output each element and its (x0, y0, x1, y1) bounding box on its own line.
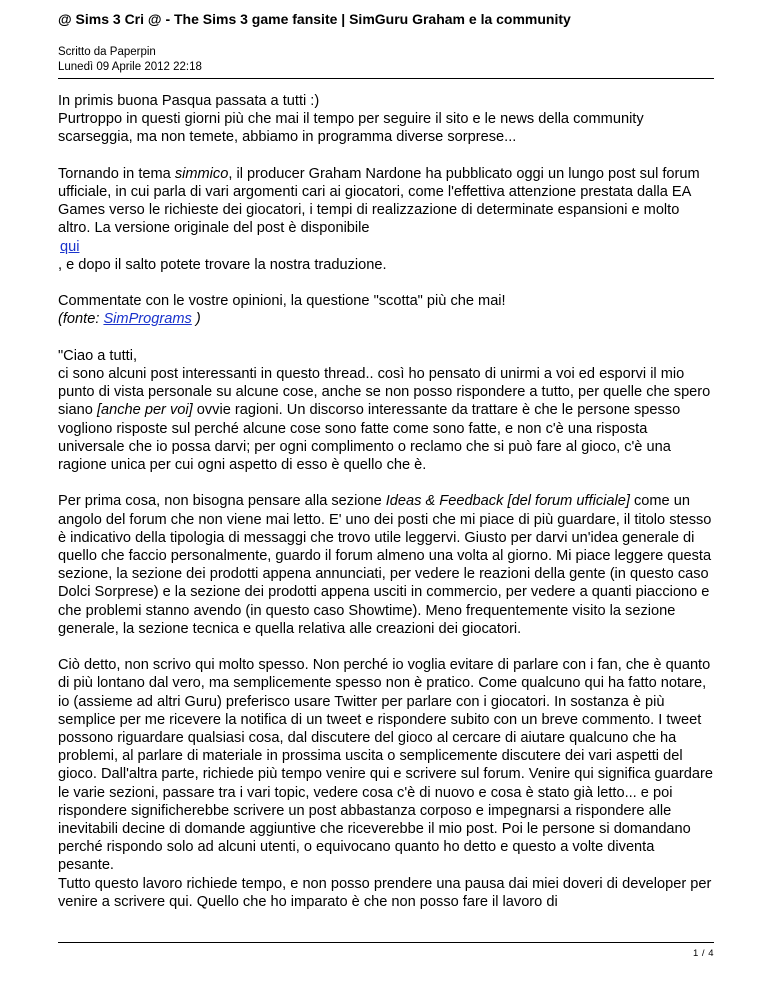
page-number: 1 / 4 (693, 948, 714, 959)
paragraph-feedback-section (58, 492, 714, 638)
article-date: Lunedì 09 Aprile 2012 22:18 (58, 61, 202, 73)
context-text-end: , e dopo il salto potete trovare la nostra traduzione. (58, 256, 387, 273)
quote-text-start: "Ciao a tutti, ci sono alcuni post interessanti in questo thread.. così ho pensato di unirmi a voi ed esporvi il mio punto di vista personale su alcune cose, anche se non posso rispondere a tutto, per quelle che spero siano (58, 347, 711, 419)
context-text: , il producer Graham Nardone ha pubblicato oggi un lungo post sul forum ufficiale, in cui parla di vari argomenti cari ai giocatori, come l'effettiva attenzione prestata dalla EA Games verso le richieste dei giocatori, i tempi di realizzazione di determinate espansioni e molto altro. La versione originale del post è disponibile (58, 165, 700, 237)
original-post-link[interactable]: qui (60, 238, 80, 255)
paragraph-context (58, 165, 714, 274)
feedback-text-start: Per prima cosa, non bisogna pensare alla sezione (58, 493, 386, 510)
quote-emphasis: [anche per voi] (96, 402, 193, 419)
source-credit (58, 311, 201, 327)
feedback-emphasis: Ideas & Feedback [del forum ufficiale] (385, 493, 630, 510)
source-close: ) (191, 311, 201, 328)
article-meta (58, 45, 714, 75)
intro-greeting: In primis buona Pasqua passata a tutti :) (58, 93, 320, 109)
paragraph-intro (58, 92, 714, 147)
paragraph-quote-start (58, 347, 714, 474)
intro-news: Purtroppo in questi giorni più che mai il tempo per seguire il sito e le news della community scarseggia, ma non temete, abbiamo in programma diverse sorprese... (58, 111, 644, 146)
page-header (58, 10, 714, 75)
source-link[interactable]: SimPrograms (103, 311, 192, 328)
article-author: Scritto da Paperpin (58, 46, 156, 58)
article-body (58, 92, 714, 911)
header-divider (58, 78, 714, 79)
paragraph-comment-call (58, 292, 714, 328)
context-text-start: Tornando in tema (58, 165, 175, 182)
footer-divider (58, 942, 714, 943)
document-title: @ Sims 3 Cri @ - The Sims 3 game fansite | SimGuru Graham e la community (58, 11, 571, 27)
source-label: (fonte: (58, 311, 104, 328)
paragraph-time: Tutto questo lavoro richiede tempo, e non posso prendere una pausa dai miei doveri di developer per venire a scrivere qui. Quello che ho imparato è che non posso fare il lavoro di (58, 875, 712, 910)
paragraph-twitter: Ciò detto, non scrivo qui molto spesso. Non perché io voglia evitare di parlare con i fan, che è quanto di più lontano dal vero, ma semplicemente spesso non è pratico. Come qualcuno qui ha fatto notare, io (assieme ad altri Guru) preferisco usare Twitter per parlare con i giocatori. In sostanza è più semplice per me ricevere la notifica di un tweet e rispondere subito con un breve commento. I tweet possono riguardare qualsiasi cosa, dal discutere del gioco al cercare di aiutare qualcuno che ha problemi, al parlare di materiale in prossima uscita o semplicemente discutere dei vari aspetti del gioco. Dall'altra parte, richiede più tempo venire qui e scrivere sul forum. Venire qui significa guardare le varie sezioni, passare tra i vari topic, vedere cosa c'è di nuovo e cosa è stato già letto... e poi rispondere significherebbe scrivere un post abbastanza corposo e impegnarsi a rispondere alle inevitabili decine di domande aggiuntive che riceverebbe il mio post. Poi le persone si domandano perché rispondo solo ad alcuni utenti, o equivocano quanto ho detto e questo a volte diventa pesante. (58, 657, 713, 874)
feedback-text-end: come un angolo del forum che non viene mai letto. E' uno dei posti che mi piace di più guardare, il titolo stesso è indicativo della tipologia di messaggi che trovo utile leggervi. Giusto per darvi un'idea generale di quello che faccio personalmente, guardo il forum almeno una volta al giorno. Mi piace leggere questa sezione, la sezione dei prodotti appena annunciati, per vedere le reazioni della gente (in questo caso Dolci Sorprese) e la sezione dei prodotti appena usciti in commercio, per vedere a quanti piacciono e che problemi stanno avendo (in questo caso Showtime). Meno frequentemente visito la sezione generale, la sezione tecnica e quella relativa alle creazioni dei giocatori. (58, 493, 712, 637)
comment-invite: Commentate con le vostre opinioni, la questione "scotta" più che mai! (58, 293, 506, 310)
quote-text-end: ovvie ragioni. Un discorso interessante da trattare è che le persone spesso vogliono risposte sul perché alcune cose sono fatte come sono fatte, e non c'è una risposta universale che io possa darvi; per ogni complimento o reclamo che si può fare al gioco, c'è una ragione unica per cui ogni aspetto di esso è quello che è. (58, 402, 681, 474)
context-emphasis: simmico (174, 165, 229, 182)
